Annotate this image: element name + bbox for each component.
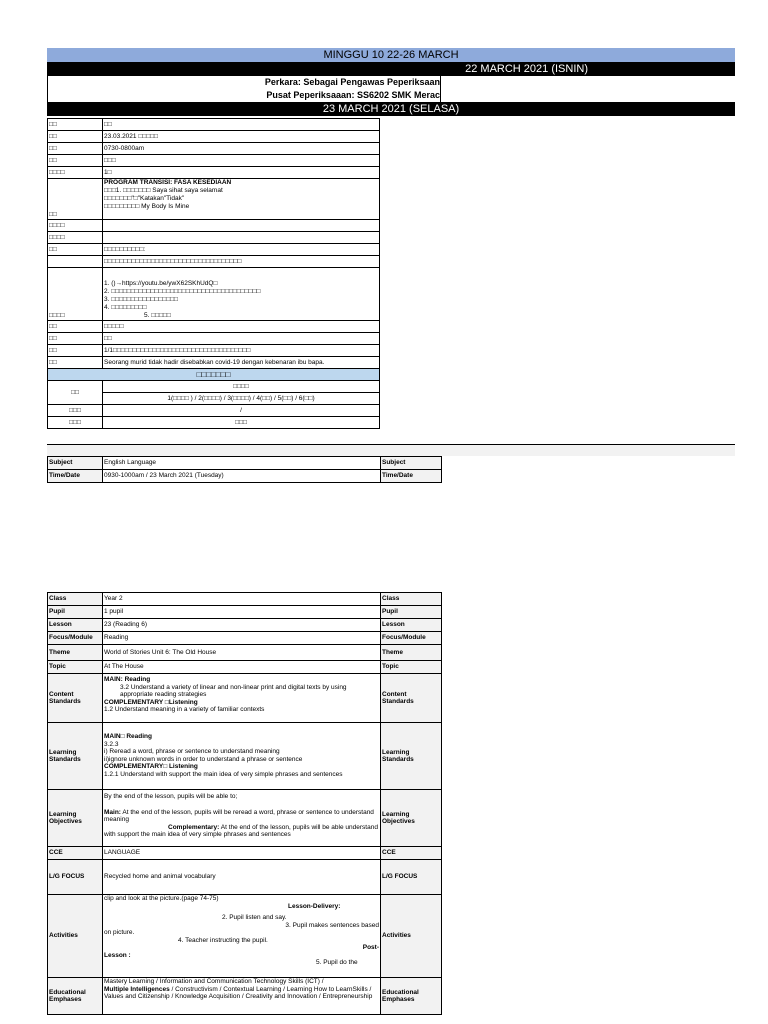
- content-standards-row: Content Standards MAIN: Reading 3.2 Understand a variety of linear and non-linear print and digital texts by using appropriate reading strategies COMPLEMENTARY □Listening 1.2 Understand meaning in a variety of familiar contexts Content Standards: [48, 674, 442, 723]
- section-divider: [47, 444, 735, 456]
- table-row: □□ □□□□□: [48, 321, 380, 333]
- topic-row: □□ PROGRAM TRANSISI: FASA KESEDIAAN □□□1. □□□□□□□ Saya sihat saya selamat □□□□□□□"□"Katakan"Tidak" □□□□□□□□□ My Body Is Mine: [48, 179, 380, 220]
- table-row: L/G FOCUS Recycled home and animal vocabulary L/G FOCUS: [48, 860, 442, 895]
- table-row: □□ □□□: [48, 155, 380, 167]
- activity-row: □□□□ 1. ()→https://youtu.be/ywX62SKhUdQ□ 2. □□□□□□□□□□□□□□□□□□□□□□□□□□□□□□□□□□□□□□ 3. □□□□□□□□□□□□□□□□□ 4. □□□□□□□□□ 5. □□□□□: [48, 268, 380, 321]
- english-lesson-plan-table: [47, 592, 442, 1015]
- subject-table: [47, 456, 442, 483]
- table-row: □□□□ 1□: [48, 167, 380, 179]
- table-row: □□ □□: [48, 333, 380, 345]
- table-row: Time/Date 0930-1000am / 23 March 2021 (Tuesday) Time/Date: [48, 470, 442, 483]
- section-header-row: □□□□□□□: [48, 369, 380, 381]
- learning-objectives-row: Learning Objectives By the end of the lesson, pupils will be able to; Main: At the end of the lesson, pupils will be reread a word, phrase or sentence to understand meaning Complementary: At the end of the lesson, pupils will be able understand with support the main idea of very simple phrases and sentences Learning Objectives: [48, 790, 442, 847]
- educational-emphases-row: Educational Emphases Mastery Learning / Information and Communication Technology Skills (ICT) / Multiple Intelligences / Constructivism / Contextual Learning / Learning How to LearnSkills / Values and Citizenship / Knowledge Acquisition / Creativity and Innovation / Entrepreneurship Educational Emphases: [48, 978, 442, 1015]
- table-row: CCE LANGUAGE CCE: [48, 847, 442, 860]
- table-row: □□□□□□□□□□□□□□□□□□□□□□□□□□□□□□□□□□□: [48, 256, 380, 268]
- pusat-text: Pusat Peperiksaaan: SS6202 SMK Merac: [48, 89, 440, 102]
- table-row: 1(□□□□ ) / 2(□□□□) / 3(□□□□) / 4(□□) / 5(□□) / 6(□□): [48, 393, 380, 405]
- date-bar-tuesday: 23 MARCH 2021 (SELASA): [47, 102, 735, 116]
- exam-duty-box: [47, 76, 441, 102]
- table-row: □□□ /: [48, 405, 380, 417]
- table-row: □□ 1/1□□□□□□□□□□□□□□□□□□□□□□□□□□□□□□□□□□□: [48, 345, 380, 357]
- table-row: Theme World of Stories Unit 6: The Old House Theme: [48, 645, 442, 661]
- table-row: Focus/Module Reading Focus/Module: [48, 632, 442, 645]
- perkara-text: Perkara: Sebagai Pengawas Peperiksaan: [48, 76, 440, 89]
- date-bar-monday: 22 MARCH 2021 (ISNIN): [47, 62, 735, 76]
- table-row: □□ □□□□□□□□□□:: [48, 244, 380, 256]
- table-row: □□ Seorang murid tidak hadir disebabkan covid-19 dengan kebenaran ibu bapa.: [48, 357, 380, 369]
- learning-standards-row: Learning Standards MAIN□ Reading 3.2.3 i) Reread a word, phrase or sentence to understand meaning ii)ignore unknown words in order to understand a phrase or sentence COMPLEMENTARY□ Listening 1.2.1 Understand with support the main idea of very simple phrases and sentences Learning Standards: [48, 723, 442, 790]
- table-row: □□ □□: [48, 119, 380, 131]
- table-row: Topic At The House Topic: [48, 661, 442, 674]
- table-row: Lesson 23 (Reading 6) Lesson: [48, 619, 442, 632]
- table-row: □□ □□□□: [48, 381, 380, 393]
- table-row: □□□□: [48, 232, 380, 244]
- table-row: □□ 0730-0800am: [48, 143, 380, 155]
- table-row: □□ 23.03.2021 □□□□□: [48, 131, 380, 143]
- week-bar: MINGGU 10 22-26 MARCH: [47, 48, 735, 62]
- table-row: □□□□: [48, 220, 380, 232]
- table-row: Subject English Language Subject: [48, 457, 442, 470]
- lesson-plan-table-1: [47, 118, 380, 429]
- table-row: Class Year 2 Class: [48, 593, 442, 606]
- table-row: □□□ □□□: [48, 417, 380, 429]
- table-row: Pupil 1 pupil Pupil: [48, 606, 442, 619]
- activities-row: Activities clip and look at the picture.(page 74-75) Lesson-Delivery: 2. Pupil listen and say. 3. Pupil makes sentences based on picture. 4. Teacher instructing the pupil. Post- Lesson : 5. Pupil do the Activities: [48, 895, 442, 978]
